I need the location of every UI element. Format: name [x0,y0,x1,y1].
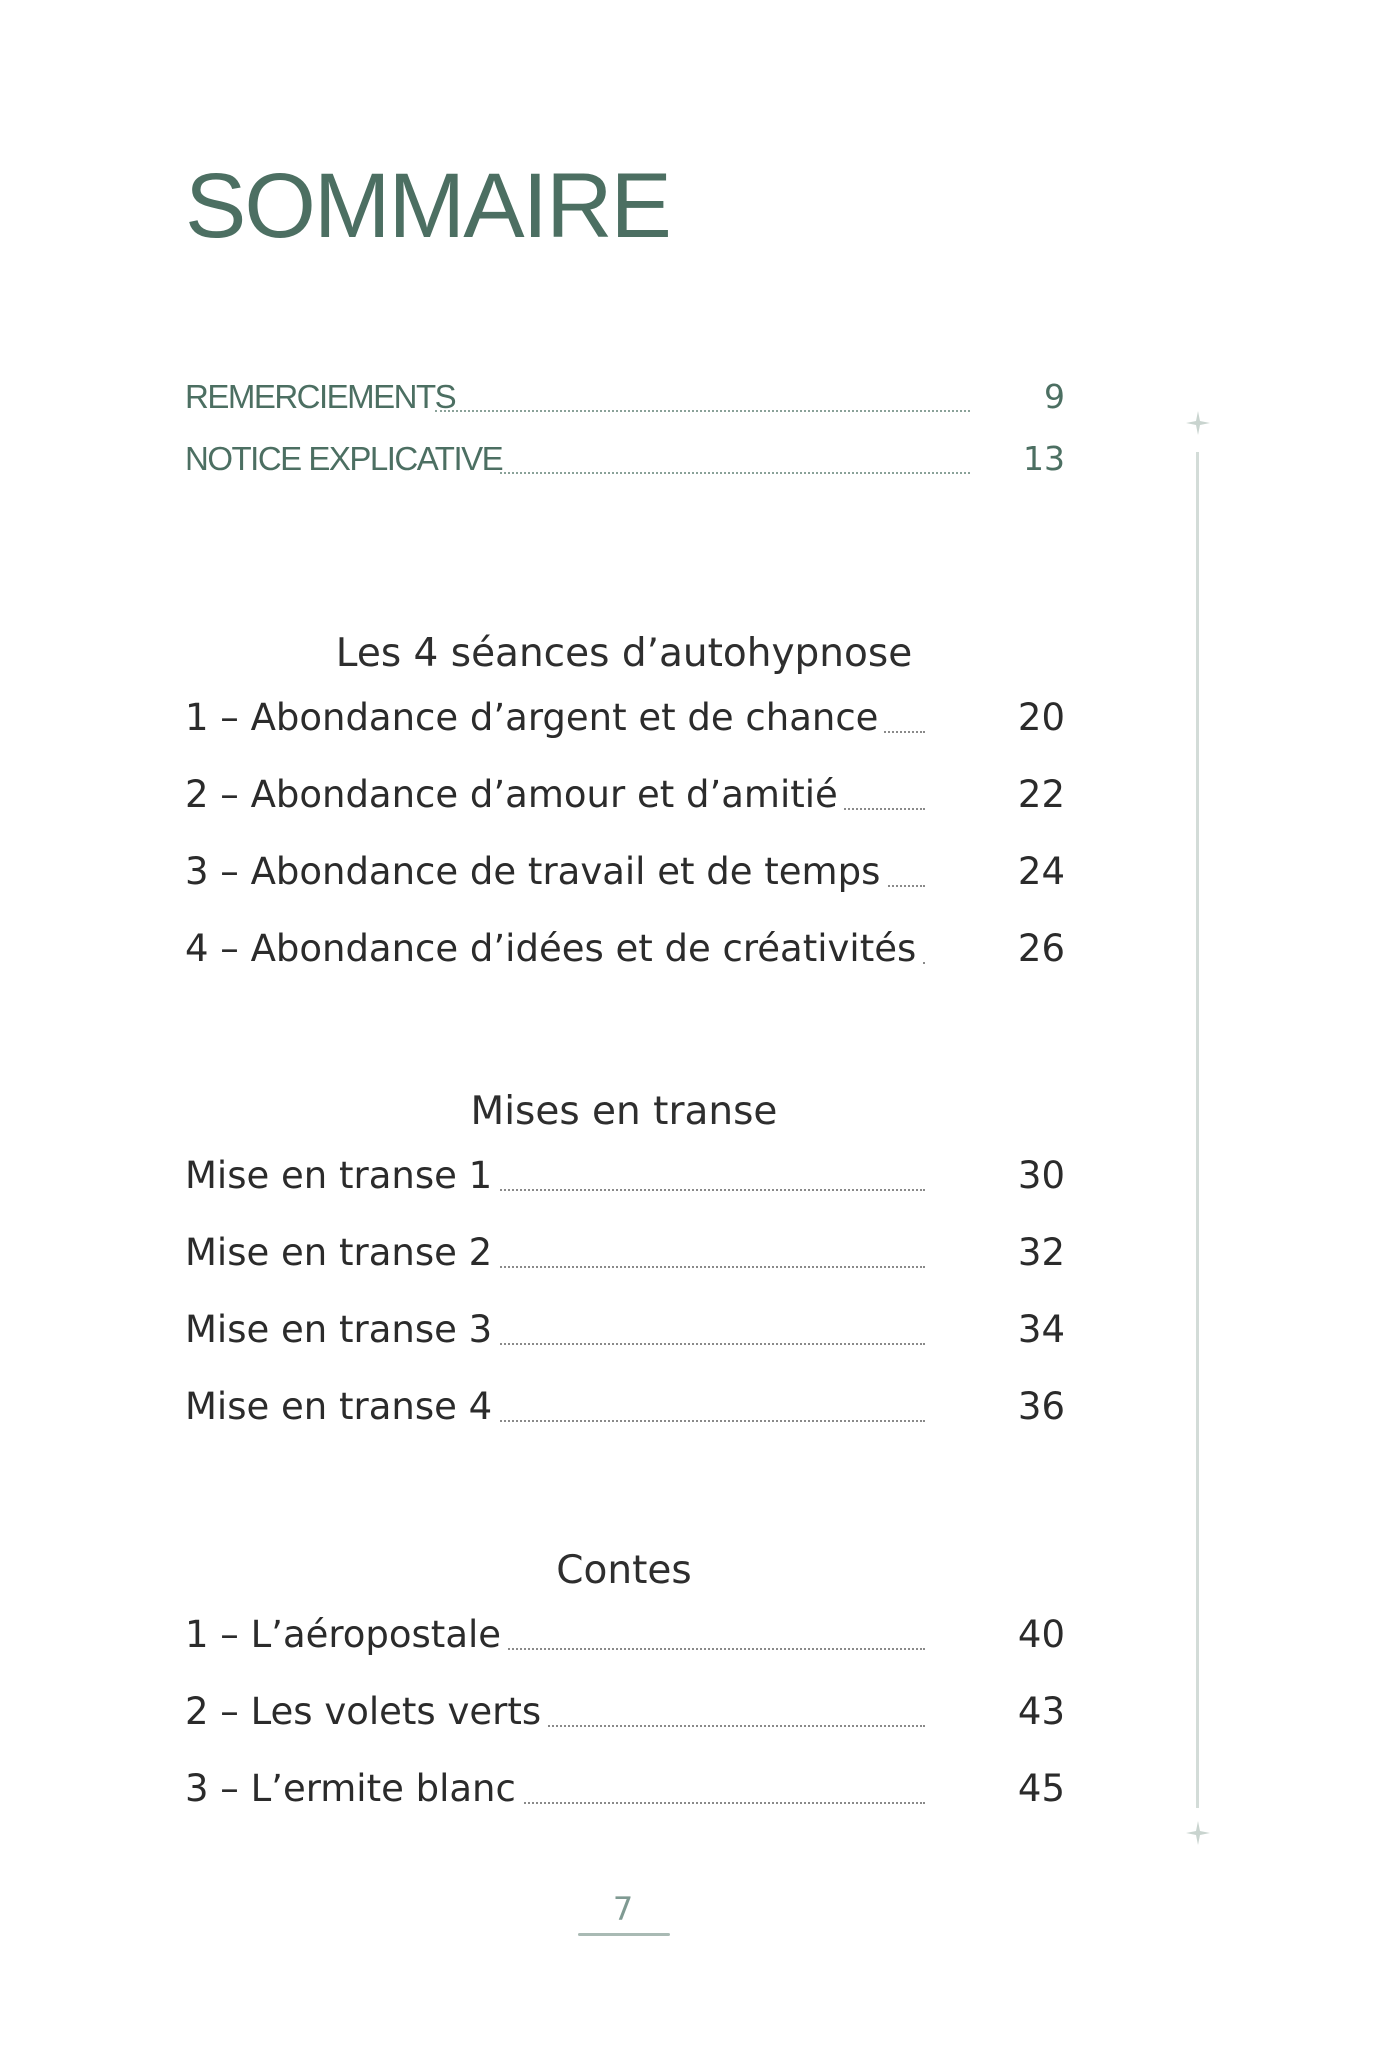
toc-entry-label: Mise en transe 2 [185,1231,498,1274]
toc-entry[interactable] [185,1689,1065,1739]
toc-entry-label: Mise en transe 4 [185,1385,498,1428]
toc-entry-page: 43 [1017,1690,1065,1733]
toc-entry-page: 22 [1017,773,1065,816]
sparkle-icon [1185,1820,1211,1846]
toc-entry[interactable] [185,1612,1065,1662]
toc-entry-notice-explicative[interactable] [185,440,1065,484]
toc-entry-label: Mise en transe 3 [185,1308,498,1351]
page-number: 7 [612,1890,634,1928]
decorative-side-rule [1196,452,1199,1808]
toc-entry-page: 36 [1017,1385,1065,1428]
sparkle-icon [1185,410,1211,436]
toc-entry-label: 2 – Les volets verts [185,1690,547,1733]
toc-entry-page: 20 [1017,696,1065,739]
toc-entry-page: 32 [1017,1231,1065,1274]
toc-entry-page: 26 [1017,927,1065,970]
section-title-autohypnose: Les 4 séances d’autohypnose [335,631,913,676]
toc-entry[interactable] [185,926,1065,976]
toc-entry-page: 24 [1017,850,1065,893]
toc-entry-page: 13 [1023,439,1065,478]
toc-entry-label: 4 – Abondance d’idées et de créativités [185,927,922,970]
toc-entry-label: 3 – L’ermite blanc [185,1767,522,1810]
toc-entry-remerciements[interactable] [185,378,1065,422]
toc-entry[interactable] [185,695,1065,745]
dot-leader [435,410,970,412]
toc-entry-label: Mise en transe 1 [185,1154,498,1197]
toc-entry-page: 45 [1017,1767,1065,1810]
toc-entry-label: 3 – Abondance de travail et de temps [185,850,886,893]
toc-entry[interactable] [185,1766,1065,1816]
toc-entry-label: 1 – Abondance d’argent et de chance [185,696,884,739]
toc-entry[interactable] [185,1153,1065,1203]
dot-leader [500,472,970,474]
section-title-contes: Contes [556,1548,692,1593]
toc-entry[interactable] [185,1384,1065,1434]
page-number-underline [578,1933,670,1936]
toc-entry[interactable] [185,1307,1065,1357]
toc-entry-page: 34 [1017,1308,1065,1351]
toc-entry[interactable] [185,1230,1065,1280]
toc-entry-page: 9 [1044,377,1065,416]
toc-entry-label: NOTICE EXPLICATIVE [185,440,503,477]
toc-entry[interactable] [185,772,1065,822]
toc-entry-page: 40 [1017,1613,1065,1656]
section-title-mises-en-transe: Mises en transe [470,1089,778,1134]
toc-entry-page: 30 [1017,1154,1065,1197]
toc-entry-label: 2 – Abondance d’amour et d’amitié [185,773,844,816]
toc-entry-label: REMERCIEMENTS [185,378,456,415]
toc-entry[interactable] [185,849,1065,899]
toc-entry-label: 1 – L’aéropostale [185,1613,507,1656]
page-title: SOMMAIRE [185,155,670,257]
